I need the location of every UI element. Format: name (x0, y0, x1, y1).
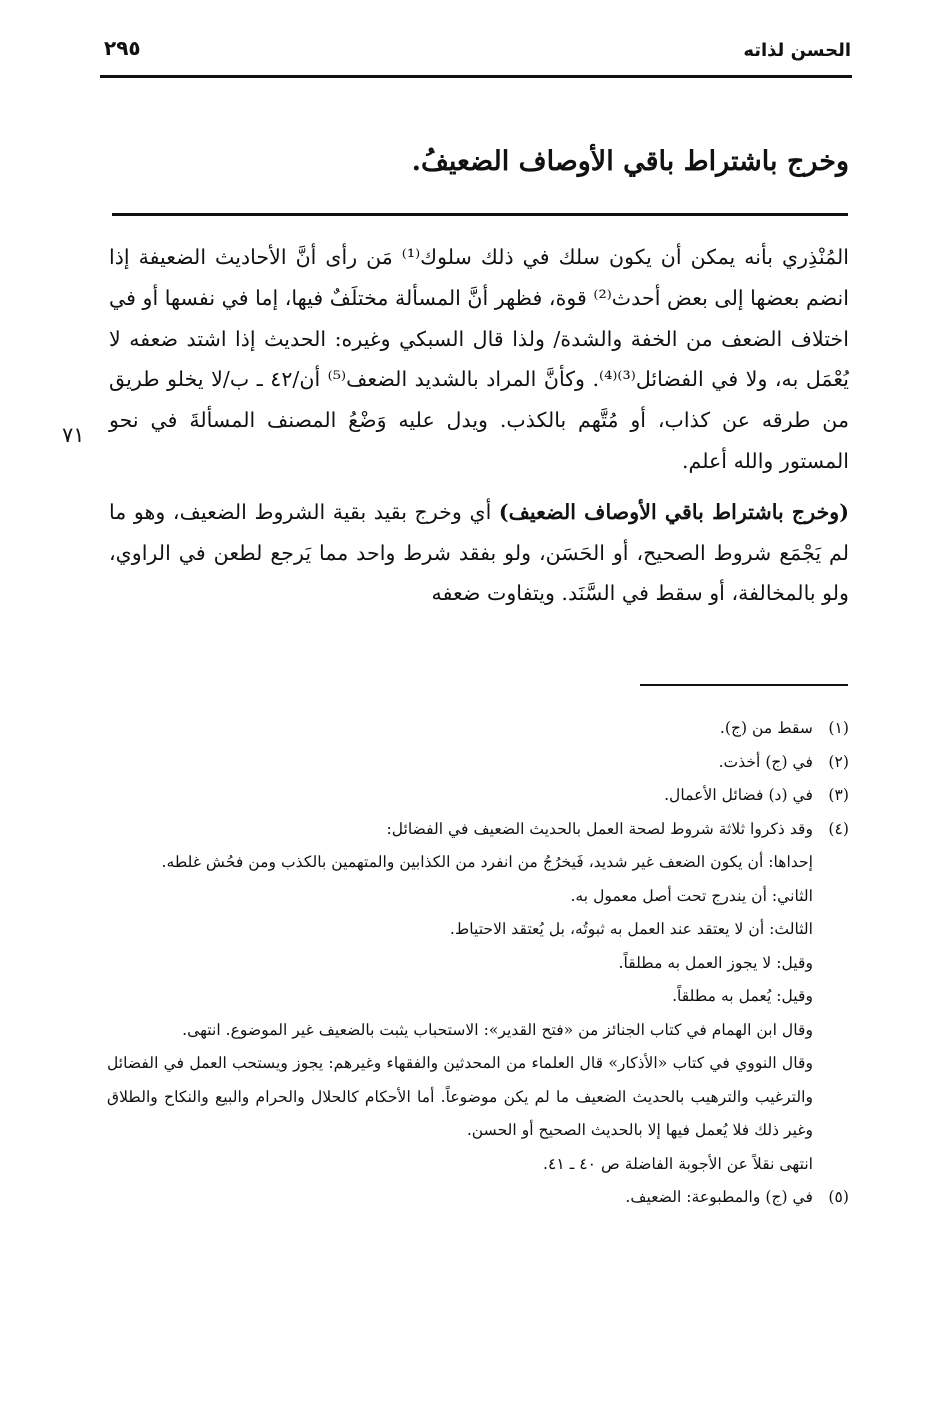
page-number: ٢٩٥ (104, 36, 141, 60)
footnote-4-source: انتهى نقلاً عن الأجوبة الفاضلة ص ٤٠ ـ ٤١. (543, 1154, 813, 1173)
manuscript-folio-marker: ٧١ (62, 423, 85, 447)
commentary-paragraph-2-text: أي وخرج بقيد بقية الشروط الضعيف، وهو ما لم يَجْمَع شروط الصحيح، أو الحَسَن، ولو بفقد شرط واحد مما يَرجع لطعن في الراوي، ولو بالمخالفة، أو سقط في السَّنَد. ويتفاوت ضعفه (109, 499, 849, 606)
footnote-number: (٥) (828, 1188, 849, 1206)
footnote-3 (107, 779, 849, 813)
footnote-text: في (ج) والمطبوعة: الضعيف. (625, 1188, 813, 1206)
base-text-rule (112, 213, 848, 216)
footnote-4-condition-1: إحداها: أن يكون الضعف غير شديد، فَيخرُجُ من انفرد من الكذابين والمتهمين بالكذب ومن فحُش غلطه. (161, 853, 813, 871)
footnote-text: في (ج) أخذت. (718, 752, 813, 771)
footnote-4 (107, 813, 849, 847)
footnote-number: (٢) (828, 752, 849, 771)
footnote-4-nawawi-quote: وقال النووي في كتاب «الأذكار» قال العلماء من المحدثين والفقهاء وغيرهم: يجوز ويستحب العمل في الفضائل والترغيب والترهيب بالحديث الضعيف ما لم يكن موضوعاً. أما الأحكام كالحلال والحرام والبيع والنكاح والطلاق وغير ذلك فلا يُعمل فيها إلا بالحديث الصحيح أو الحسن. (107, 1054, 813, 1139)
commentary-body (109, 237, 849, 614)
footnote-4-opinion-1: وقيل: لا يجوز العمل به مطلقاً. (618, 953, 813, 972)
footnote-5 (107, 1181, 849, 1215)
commentary-paragraph-2 (109, 492, 849, 614)
footnote-number: (١) (828, 719, 849, 737)
footnote-4-ibn-humam-quote: وقال ابن الهمام في كتاب الجنائز من «فتح القدير»: الاستحباب يثبت بالضعيف غير الموضوع. انتهى. (182, 1020, 813, 1039)
footnote-text: سقط من (ج). (719, 719, 813, 737)
running-title: الحسن لذاته (743, 40, 851, 61)
footnote-number: (٣) (828, 786, 849, 804)
footnote-number: (٤) (828, 819, 849, 838)
footnote-1 (107, 712, 849, 746)
commentary-paragraph-1: المُنْذِري بأنه يمكن أن يكون سلك في ذلك سلوك⁽¹⁾ مَن رأى أنَّ الأحاديث الضعيفة إذا انضم بعضها إلى بعض أحدث⁽²⁾ قوة، فظهر أنَّ المسألة مختلَفٌ فيها، إما في نفسها أو في اختلاف الضعف من الخفة والشدة/ ولذا قال السبكي وغيره: الحديث إذا اشتد ضعفه لا يُعْمَل به، ولا في الفضائل⁽³⁾⁽⁴⁾. وكأنَّ المراد بالشديد الضعف⁽⁵⁾ أن/٤٢ ـ ب/لا يخلو طريق من طرقه عن كذاب، أو مُتَّهم بالكذب. ويدل عليه وَضْعُ المصنف المسألةَ في نحو المستور والله أعلم. (109, 245, 850, 473)
footnote-2 (107, 746, 849, 780)
footnote-4-condition-2: الثاني: أن يندرج تحت أصل معمول به. (570, 886, 813, 905)
footnotes (107, 712, 849, 1215)
footnote-4-opinion-2: وقيل: يُعمل به مطلقاً. (672, 987, 813, 1005)
header-rule (100, 75, 852, 78)
footnote-text: في (د) فضائل الأعمال. (664, 786, 813, 804)
footnote-text: وقد ذكروا ثلاثة شروط لصحة العمل بالحديث الضعيف في الفضائل: (386, 819, 813, 838)
base-text-line: وخرج باشتراط باقي الأوصاف الضعيفُ. (411, 146, 849, 177)
footnote-separator (640, 684, 848, 686)
quoted-base-text: (وخرج باشتراط باقي الأوصاف الضعيف) (498, 499, 849, 524)
footnote-4-condition-3: الثالث: أن لا يعتقد عند العمل به ثبوتُه، بل يُعتقد الاحتياط. (449, 920, 813, 938)
